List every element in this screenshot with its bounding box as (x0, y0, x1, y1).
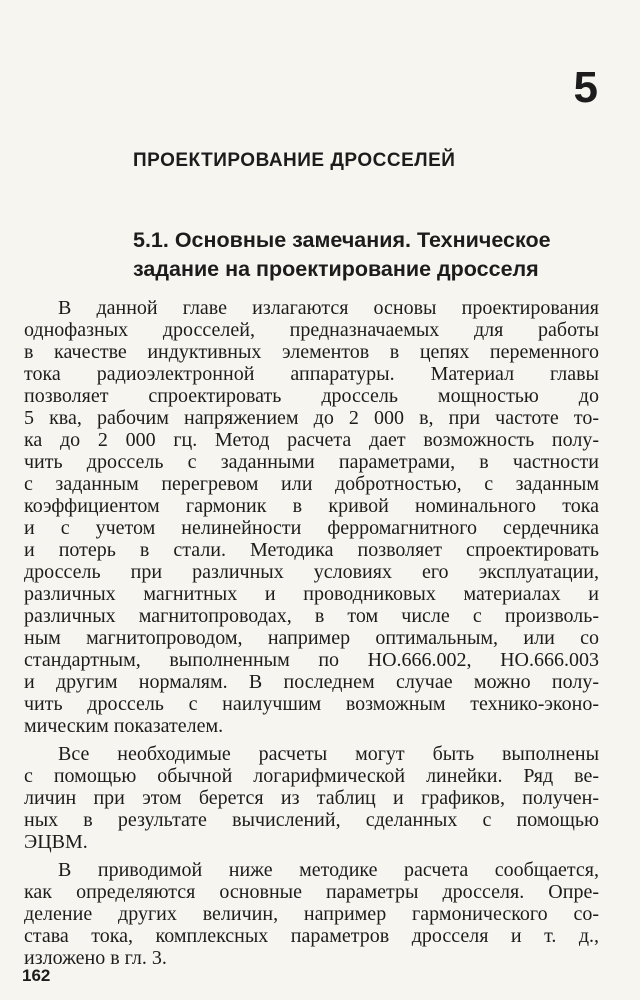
text-line: изложено в гл. 3. (24, 947, 167, 969)
text-line: различных магнитных и проводниковых материалах и (24, 583, 599, 605)
text-line: мическим показателем. (24, 715, 224, 737)
paragraph (24, 297, 599, 737)
paragraph (24, 743, 599, 853)
text-line: ным магнитопроводом, например оптимальным, или со (24, 627, 599, 649)
paragraph (24, 859, 599, 969)
section-heading (133, 226, 599, 284)
text-line: В приводимой ниже методике расчета сообщается, (58, 859, 599, 881)
chapter-title: ПРОЕКТИРОВАНИЕ ДРОССЕЛЕЙ (133, 150, 456, 171)
text-line: Все необходимые расчеты могут быть выполнены (58, 743, 599, 765)
text-line: и потерь в стали. Методика позволяет спроектировать (24, 539, 599, 561)
text-line: стандартным, выполненным по НО.666.002, НО.666.003 (24, 649, 599, 671)
text-line: с помощью обычной логарифмической линейки. Ряд ве- (24, 765, 599, 787)
text-line: ЭЦВМ. (24, 831, 88, 853)
text-line: однофазных дросселей, предназначаемых для работы (24, 319, 599, 341)
chapter-number: 5 (573, 63, 598, 112)
section-heading-line: задание на проектирование дросселя (133, 257, 539, 281)
text-line: в качестве индуктивных элементов в цепях переменного (24, 341, 599, 363)
text-line: личин при этом берется из таблиц и графиков, получен- (24, 787, 599, 809)
body-text (24, 297, 599, 975)
text-line: как определяются основные параметры дросселя. Опре- (24, 881, 599, 903)
text-line: и с учетом нелинейности ферромагнитного сердечника (24, 517, 599, 539)
page-number: 162 (22, 966, 51, 985)
text-line: тока радиоэлектронной аппаратуры. Материал главы (24, 363, 599, 385)
text-line: чить дроссель с наилучшим возможным технико-эконо- (24, 693, 599, 715)
text-line: деление других величин, например гармонического со- (24, 903, 599, 925)
section-heading-line: 5.1. Основные замечания. Техническое (133, 228, 551, 252)
text-line: става тока, комплексных параметров дросселя и т. д., (24, 925, 599, 947)
text-line: и другим нормалям. В последнем случае можно полу- (24, 671, 599, 693)
text-line: дроссель при различных условиях его эксплуатации, (24, 561, 599, 583)
text-line: ных в результате вычислений, сделанных с помощью (24, 809, 599, 831)
text-line: позволяет спроектировать дроссель мощностью до (24, 385, 599, 407)
text-line: различных магнитопроводах, в том числе с произволь- (24, 605, 599, 627)
text-line: коэффициентом гармоник в кривой номинального тока (24, 495, 599, 517)
text-line: В данной главе излагаются основы проектирования (58, 297, 599, 319)
text-line: ка до 2 000 гц. Метод расчета дает возможность полу- (24, 429, 599, 451)
text-line: с заданным перегревом или добротностью, с заданным (24, 473, 599, 495)
text-line: 5 ква, рабочим напряжением до 2 000 в, при частоте то- (24, 407, 599, 429)
text-line: чить дроссель с заданными параметрами, в частности (24, 451, 599, 473)
